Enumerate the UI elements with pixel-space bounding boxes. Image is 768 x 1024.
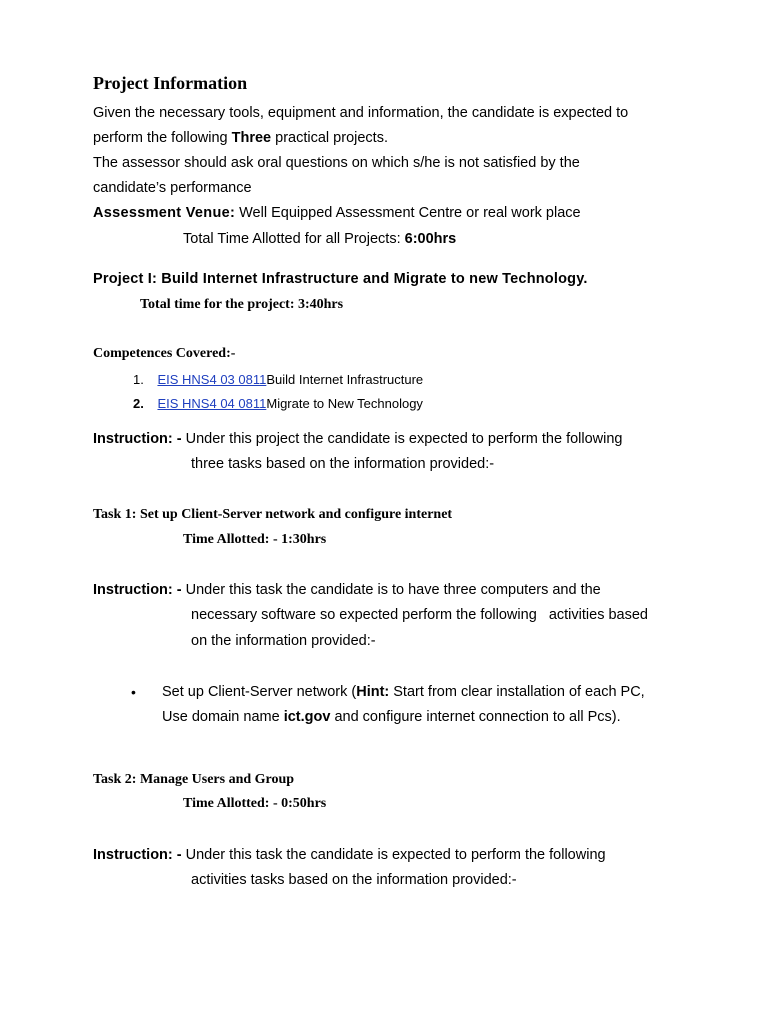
instruction-3-label: Instruction: -	[93, 847, 186, 863]
bullet-line-2-post: and configure internet connection to all Pcs).	[330, 709, 621, 725]
bullet-line-2	[162, 709, 621, 725]
intro-line-2-pre: perform the following	[93, 130, 232, 146]
competence-item-2	[133, 396, 423, 411]
instruction-2-line-3: on the information provided:-	[191, 633, 376, 649]
competences-heading: Competences Covered:-	[93, 346, 236, 361]
venue-label: Assessment Venue:	[93, 205, 236, 221]
intro-line-2	[93, 130, 388, 146]
intro-line-3: The assessor should ask oral questions on which s/he is not satisfied by the	[93, 155, 580, 171]
task-1-title	[93, 507, 452, 523]
instruction-3-line-1: Under this task the candidate is expected to perform the following	[185, 847, 606, 863]
total-time-allotted	[183, 231, 456, 247]
task-1-time: Time Allotted: - 1:30hrs	[183, 532, 327, 547]
assessment-venue	[93, 205, 581, 221]
task-2-title: Task 2: Manage Users and Group	[93, 772, 295, 787]
bullet-line-2-pre: Use domain name	[162, 709, 284, 725]
instruction-2-label: Instruction: -	[93, 582, 186, 598]
task-1-label: Task 1	[93, 507, 132, 522]
total-time-label: Total Time Allotted for all Projects:	[183, 231, 405, 247]
competence-num-2: 2.	[133, 396, 144, 411]
competence-text-1: Build Internet Infrastructure	[266, 372, 424, 387]
instruction-2-line-1: Under this task the candidate is to have three computers and the	[185, 582, 601, 598]
project-1-title: Project I: Build Internet Infrastructure and Migrate to new Technology.	[93, 271, 588, 287]
instruction-2	[93, 582, 601, 598]
instruction-1-label: Instruction: -	[93, 431, 186, 447]
hint-label: Hint:	[356, 684, 390, 700]
intro-line-1: Given the necessary tools, equipment and information, the candidate is expected to	[93, 105, 629, 121]
intro-line-4: candidate’s performance	[93, 180, 252, 196]
competence-num-1: 1.	[133, 372, 144, 387]
instruction-3	[93, 847, 606, 863]
total-time-value: 6:00hrs	[404, 231, 457, 247]
competence-item-1	[133, 372, 423, 387]
task-1-heading: : Set up Client-Server network and configure internet	[131, 507, 453, 522]
page-title: Project Information	[93, 73, 248, 93]
instruction-1	[93, 431, 623, 447]
instruction-1-line-2: three tasks based on the information provided:-	[191, 456, 495, 472]
competence-code-link-2[interactable]: EIS HNS4 04 0811	[157, 396, 267, 411]
competence-text-2: Migrate to New Technology	[266, 396, 423, 411]
bullet-icon: •	[131, 684, 136, 700]
instruction-2-line-2: necessary software so expected perform the following activities based	[191, 607, 648, 623]
bullet-line-1-pre: Set up Client-Server network (	[162, 684, 357, 700]
instruction-1-line-1: Under this project the candidate is expected to perform the following	[185, 431, 623, 447]
venue-value: Well Equipped Assessment Centre or real work place	[235, 205, 581, 221]
intro-three-bold: Three	[231, 130, 272, 146]
bullet-line-1-mid: Start from clear installation of each PC,	[389, 684, 645, 700]
instruction-3-line-2: activities tasks based on the information provided:-	[191, 872, 517, 888]
task-2-time: Time Allotted: - 0:50hrs	[183, 796, 327, 811]
domain-name: ict.gov	[283, 709, 331, 725]
bullet-line-1	[162, 684, 645, 700]
competence-code-link-1[interactable]: EIS HNS4 03 0811	[157, 372, 267, 387]
intro-line-2-post: practical projects.	[271, 130, 388, 146]
project-1-time: Total time for the project: 3:40hrs	[140, 297, 344, 312]
